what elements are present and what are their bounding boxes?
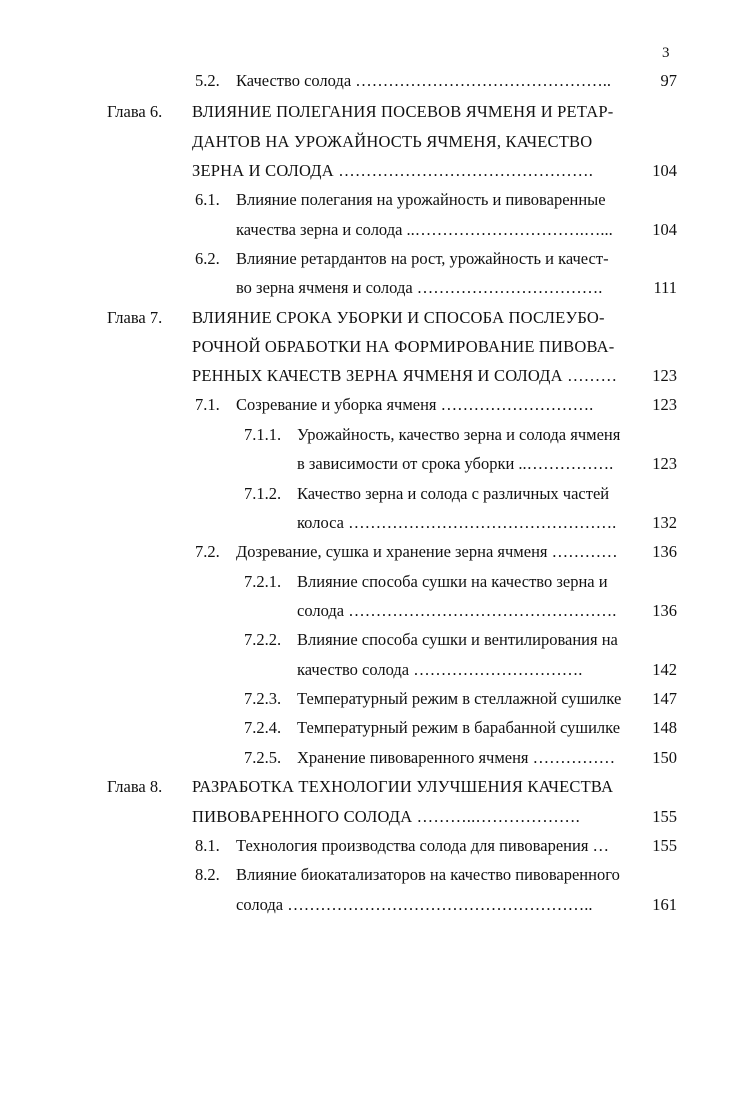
page-ref: 161 xyxy=(652,895,677,914)
toc-entry-text: Влияние биокатализаторов на качество пивоваренного xyxy=(236,865,620,884)
page-ref: 136 xyxy=(652,542,677,561)
page-ref: 142 xyxy=(652,660,677,679)
toc-entry-text: Влияние ретардантов на рост, урожайность и качест- xyxy=(236,249,609,268)
toc-entry-text: в зависимости от срока уборки ..……………. xyxy=(297,454,614,473)
section-number: 7.1. xyxy=(195,395,220,414)
section-number: 8.2. xyxy=(195,865,220,884)
page-ref: 104 xyxy=(652,161,677,180)
section-number: 6.2. xyxy=(195,249,220,268)
toc-entry-text: Созревание и уборка ячменя ………………………. xyxy=(236,395,594,414)
page-ref: 111 xyxy=(653,278,677,297)
chapter-label: Глава 6. xyxy=(107,102,163,121)
page-ref: 123 xyxy=(652,366,677,385)
chapter-title-line: ДАНТОВ НА УРОЖАЙНОСТЬ ЯЧМЕНЯ, КАЧЕСТВО xyxy=(192,132,593,151)
subsection-number: 7.1.1. xyxy=(244,425,282,444)
toc-entry-text: Качество солода ……………………………………….. xyxy=(236,71,612,90)
toc-entry-text: Дозревание, сушка и хранение зерна ячменя ………… xyxy=(236,542,618,561)
toc-entry-text: Влияние способа сушки и вентилирования на xyxy=(297,630,618,649)
toc-entry-text: во зерна ячменя и солода ……………………………. xyxy=(236,278,603,297)
subsection-number: 7.2.5. xyxy=(244,748,282,767)
toc-entry-text: Урожайность, качество зерна и солода ячменя xyxy=(297,425,621,444)
page-ref: 155 xyxy=(652,807,677,826)
toc-entry-text: Качество зерна и солода с различных частей xyxy=(297,484,610,503)
section-number: 7.2. xyxy=(195,542,220,561)
toc-entry-text: Технология производства солода для пивоварения … xyxy=(236,836,610,855)
page-ref: 136 xyxy=(652,601,677,620)
toc-entry-text: колоса …………………………………………. xyxy=(297,513,617,532)
page-ref: 155 xyxy=(652,836,677,855)
chapter-title-line: ЗЕРНА И СОЛОДА ………………………………………. xyxy=(192,161,594,180)
section-number: 5.2. xyxy=(195,71,220,90)
subsection-number: 7.2.1. xyxy=(244,572,282,591)
subsection-number: 7.2.3. xyxy=(244,689,282,708)
subsection-number: 7.1.2. xyxy=(244,484,282,503)
page-ref: 148 xyxy=(652,718,677,737)
chapter-title-line: РОЧНОЙ ОБРАБОТКИ НА ФОРМИРОВАНИЕ ПИВОВА- xyxy=(192,337,615,356)
subsection-number: 7.2.4. xyxy=(244,718,282,737)
toc-entry-text: солода …………………………………………. xyxy=(297,601,617,620)
page-ref: 97 xyxy=(660,71,677,90)
chapter-label: Глава 8. xyxy=(107,777,163,796)
toc-entry-text: Влияние полегания на урожайность и пивоваренные xyxy=(236,190,606,209)
chapter-label: Глава 7. xyxy=(107,308,163,327)
chapter-title-line: ВЛИЯНИЕ СРОКА УБОРКИ И СПОСОБА ПОСЛЕУБО- xyxy=(192,308,605,327)
chapter-title-line: РАЗРАБОТКА ТЕХНОЛОГИИ УЛУЧШЕНИЯ КАЧЕСТВА xyxy=(192,777,614,796)
page-ref: 132 xyxy=(652,513,677,532)
toc-entry-text: солода ……………………………………………….. xyxy=(236,895,593,914)
page-number: 3 xyxy=(662,45,670,61)
section-number: 8.1. xyxy=(195,836,220,855)
chapter-title-line: ПИВОВАРЕННОГО СОЛОДА ………..………………. xyxy=(192,807,580,826)
toc-entry-text: Температурный режим в стеллажной сушилке xyxy=(297,689,622,708)
chapter-title-line: ВЛИЯНИЕ ПОЛЕГАНИЯ ПОСЕВОВ ЯЧМЕНЯ И РЕТАР- xyxy=(192,102,614,121)
page-ref: 123 xyxy=(652,395,677,414)
toc-entry-text: качества зерна и солода ..………………………….…... xyxy=(236,220,613,239)
toc-entry-text: Влияние способа сушки на качество зерна и xyxy=(297,572,608,591)
subsection-number: 7.2.2. xyxy=(244,630,282,649)
page-ref: 104 xyxy=(652,220,677,239)
page-ref: 150 xyxy=(652,748,677,767)
toc-entry-text: качество солода …………………………. xyxy=(297,660,583,679)
page-ref: 123 xyxy=(652,454,677,473)
toc-entry-text: Температурный режим в барабанной сушилке xyxy=(297,718,621,737)
page-ref: 147 xyxy=(652,689,677,708)
toc-entry-text: Хранение пивоваренного ячменя …………… xyxy=(297,748,616,767)
section-number: 6.1. xyxy=(195,190,220,209)
chapter-title-line: РЕННЫХ КАЧЕСТВ ЗЕРНА ЯЧМЕНЯ И СОЛОДА ……… xyxy=(192,366,618,385)
